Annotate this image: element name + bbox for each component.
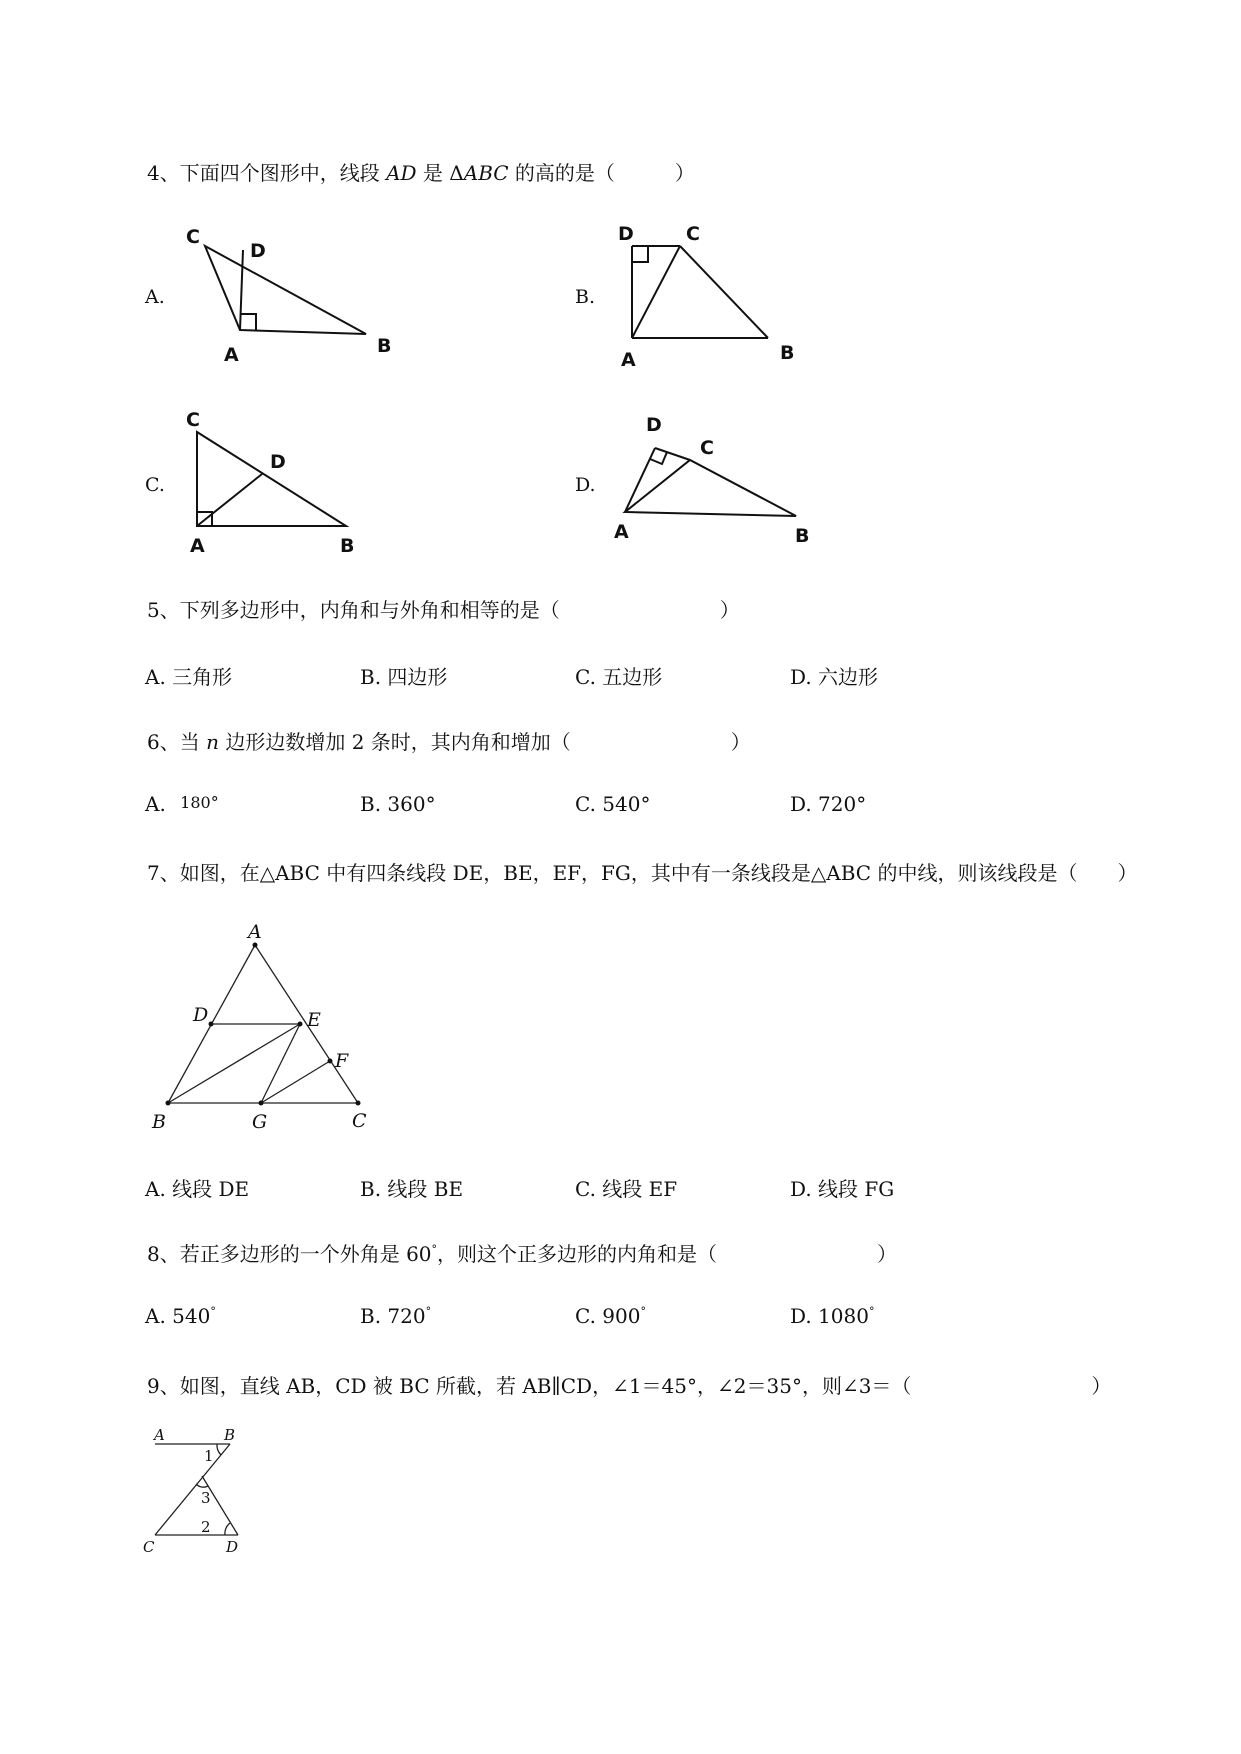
q8-option-d[interactable]: D. 1080° [790, 1304, 875, 1328]
q5-option-a[interactable]: A. 三角形 [145, 665, 233, 689]
q6-stem: 6、当 n 边形边数增加 2 条时，其内角和增加（ ） [147, 730, 751, 754]
point-b: B [795, 525, 810, 547]
q7-option-c[interactable]: C. 线段 EF [575, 1177, 678, 1201]
point-a: A [190, 535, 205, 557]
q8-option-a[interactable]: A. 540° [145, 1304, 216, 1328]
point-a: A [614, 521, 629, 543]
q6-option-d[interactable]: D. 720° [790, 792, 867, 816]
q8-stem: 8、若正多边形的一个外角是 60°，则这个正多边形的内角和是（ ） [147, 1242, 898, 1266]
point-b: B [780, 342, 795, 364]
point-d: D [193, 1004, 209, 1026]
point-a: A [621, 349, 636, 371]
q8-option-c[interactable]: C. 900° [575, 1304, 646, 1328]
point-f: F [335, 1050, 349, 1072]
q6-option-c[interactable]: C. 540° [575, 792, 651, 816]
q6-option-a[interactable]: A. 180° [145, 792, 219, 816]
point-d: D [226, 1538, 239, 1556]
q4-option-c-label: C. [145, 474, 165, 496]
angle-3-label: 3 [201, 1489, 211, 1507]
q6-option-a-value: 180° [180, 793, 219, 812]
q7-option-b[interactable]: B. 线段 BE [360, 1177, 464, 1201]
q6-option-b[interactable]: B. 360° [360, 792, 436, 816]
q7-stem: 7、如图，在△ABC 中有四条线段 DE，BE，EF，FG，其中有一条线段是△ABC 的中线，则该线段是（ ） [147, 861, 1138, 885]
point-c: C [700, 437, 714, 459]
point-d: D [270, 451, 286, 473]
q4-stem: 4、下面四个图形中，线段 AD 是 ΔABC 的高的是（ ） [147, 161, 695, 185]
q4-option-b-label: B. [575, 286, 596, 308]
point-a: A [224, 344, 239, 366]
point-d: D [618, 223, 634, 245]
point-b: B [340, 535, 355, 557]
point-b: B [377, 335, 392, 357]
point-c: C [186, 226, 200, 248]
q5-option-c[interactable]: C. 五边形 [575, 665, 663, 689]
point-d: D [646, 414, 662, 436]
q9-stem: 9、如图，直线 AB，CD 被 BC 所截，若 AB∥CD，∠1＝45°，∠2＝35°，则∠3＝（ ） [147, 1374, 1112, 1398]
q5-option-d[interactable]: D. 六边形 [790, 665, 879, 689]
angle-1-label: 1 [204, 1447, 214, 1465]
point-e: E [307, 1009, 321, 1031]
q7-option-a[interactable]: A. 线段 DE [145, 1177, 250, 1201]
q4-option-a-label: A. [145, 286, 165, 308]
point-c: C [143, 1538, 155, 1556]
q8-option-b[interactable]: B. 720° [360, 1304, 432, 1328]
point-c: C [352, 1110, 367, 1132]
q5-option-b[interactable]: B. 四边形 [360, 665, 448, 689]
point-b: B [224, 1426, 236, 1444]
q7-option-d[interactable]: D. 线段 FG [790, 1177, 895, 1201]
angle-2-label: 2 [201, 1518, 211, 1536]
point-a: A [248, 921, 262, 943]
q5-stem: 5、下列多边形中，内角和与外角和相等的是（ ） [147, 598, 740, 622]
point-c: C [686, 223, 700, 245]
point-g: G [252, 1111, 268, 1133]
point-a: A [154, 1426, 165, 1444]
point-b: B [152, 1111, 166, 1133]
q4-option-d-label: D. [575, 474, 596, 496]
point-d: D [250, 240, 266, 262]
point-c: C [186, 409, 200, 431]
